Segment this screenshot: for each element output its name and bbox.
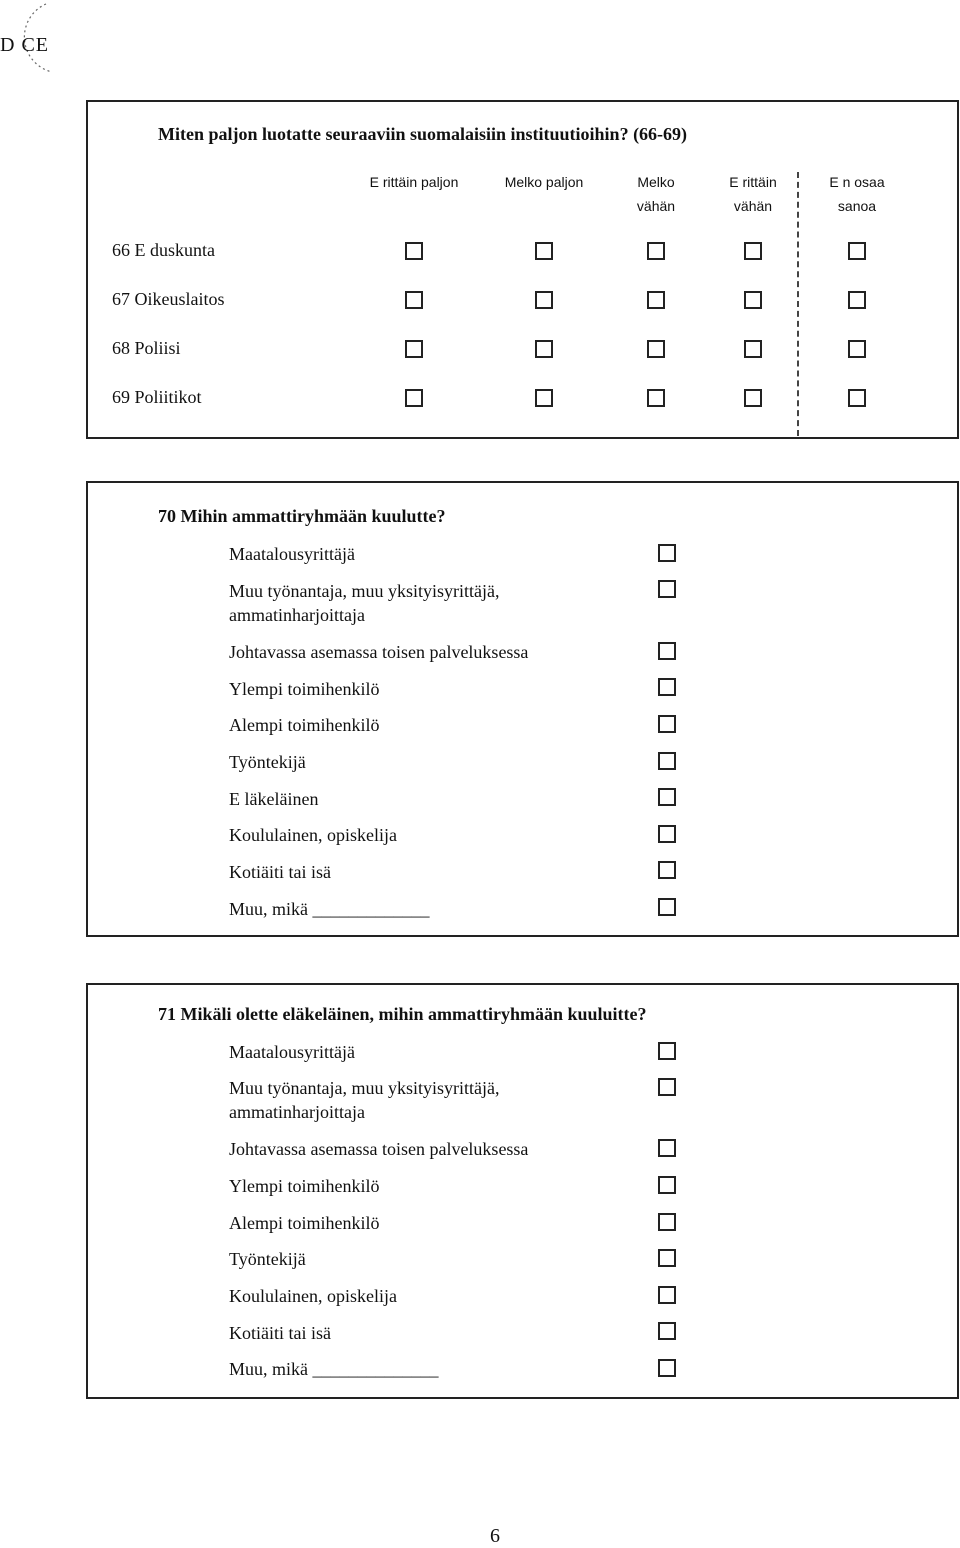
retired-option-label: Johtavassa asemassa toisen palveluksessa [229, 1139, 529, 1159]
checkbox-69-1[interactable] [405, 389, 423, 407]
retired-checkbox[interactable] [658, 1042, 676, 1060]
checkbox-66-4[interactable] [744, 242, 762, 260]
retired-option-label: Muu, mikä ______________ [229, 1359, 439, 1379]
occupation-option-label: E läkeläinen [229, 789, 319, 809]
occupation-checkbox[interactable] [658, 825, 676, 843]
checkbox-67-5[interactable] [848, 291, 866, 309]
checkbox-69-4[interactable] [744, 389, 762, 407]
occupation-question: 70 Mihin ammattiryhmään kuulutte? [158, 506, 446, 526]
checkbox-69-5[interactable] [848, 389, 866, 407]
occupation-option-label: ammatinharjoittaja [229, 605, 365, 625]
logo-text: D CE [0, 34, 49, 56]
col-header-4: E rittäin vähän [729, 174, 777, 214]
occupation-option-label: Koululainen, opiskelija [229, 825, 397, 845]
retired-checkbox[interactable] [658, 1359, 676, 1377]
retired-question: 71 Mikäli olette eläkeläinen, mihin ammattiryhmään kuuluitte? [158, 1004, 647, 1024]
col-header-1: E rittäin paljon [369, 174, 459, 190]
checkbox-68-3[interactable] [647, 340, 665, 358]
checkbox-67-4[interactable] [744, 291, 762, 309]
occupation-option-label: Johtavassa asemassa toisen palveluksessa [229, 642, 529, 662]
checkbox-68-4[interactable] [744, 340, 762, 358]
retired-option-label: ammatinharjoittaja [229, 1102, 365, 1122]
occupation-option-label: Ylempi toimihenkilö [229, 679, 380, 699]
row-label-poliitikot: 69 Poliitikot [112, 387, 202, 407]
retired-option-label: Ylempi toimihenkilö [229, 1176, 380, 1196]
occupation-option-label: Alempi toimihenkilö [229, 715, 380, 735]
col-header-2: Melko paljon [504, 174, 584, 190]
retired-checkbox[interactable] [658, 1286, 676, 1304]
page-number: 6 [490, 1525, 500, 1547]
retired-checkbox[interactable] [658, 1249, 676, 1267]
retired-option-label: Muu työnantaja, muu yksityisyrittäjä, [229, 1078, 500, 1098]
retired-checkbox[interactable] [658, 1213, 676, 1231]
checkbox-68-2[interactable] [535, 340, 553, 358]
occupation-checkbox[interactable] [658, 898, 676, 916]
occupation-option-label: Muu, mikä _____________ [229, 899, 430, 919]
retired-checkbox[interactable] [658, 1322, 676, 1340]
dice-logo [0, 0, 60, 76]
checkbox-66-3[interactable] [647, 242, 665, 260]
col-header-5: E n osaa sanoa [829, 174, 885, 214]
retired-checkbox[interactable] [658, 1176, 676, 1194]
row-label-oikeuslaitos: 67 Oikeuslaitos [112, 289, 225, 309]
checkbox-67-2[interactable] [535, 291, 553, 309]
checkbox-69-2[interactable] [535, 389, 553, 407]
checkbox-66-2[interactable] [535, 242, 553, 260]
occupation-checkbox[interactable] [658, 580, 676, 598]
retired-option-label: Maatalousyrittäjä [229, 1042, 355, 1062]
occupation-option-label: Muu työnantaja, muu yksityisyrittäjä, [229, 581, 500, 601]
retired-option-label: Kotiäiti tai isä [229, 1323, 331, 1343]
checkbox-66-5[interactable] [848, 242, 866, 260]
retired-option-label: Alempi toimihenkilö [229, 1213, 380, 1233]
occupation-checkbox[interactable] [658, 861, 676, 879]
checkbox-67-1[interactable] [405, 291, 423, 309]
occupation-question-box [86, 481, 959, 937]
occupation-option-label: Maatalousyrittäjä [229, 544, 355, 564]
col-header-3: Melko vähän [636, 174, 676, 214]
occupation-checkbox[interactable] [658, 788, 676, 806]
occupation-checkbox[interactable] [658, 678, 676, 696]
retired-option-label: Työntekijä [229, 1249, 306, 1269]
trust-question-box [86, 100, 959, 439]
occupation-option-label: Kotiäiti tai isä [229, 862, 331, 882]
occupation-checkbox[interactable] [658, 752, 676, 770]
checkbox-68-5[interactable] [848, 340, 866, 358]
checkbox-66-1[interactable] [405, 242, 423, 260]
occupation-option-label: Työntekijä [229, 752, 306, 772]
checkbox-69-3[interactable] [647, 389, 665, 407]
retired-question-box [86, 983, 959, 1399]
trust-question: Miten paljon luotatte seuraaviin suomalaisiin instituutioihin? (66-69) [158, 124, 688, 144]
retired-option-label: Koululainen, opiskelija [229, 1286, 397, 1306]
row-label-eduskunta: 66 E duskunta [112, 240, 215, 260]
occupation-checkbox[interactable] [658, 715, 676, 733]
row-label-poliisi: 68 Poliisi [112, 338, 181, 358]
retired-checkbox[interactable] [658, 1078, 676, 1096]
occupation-checkbox[interactable] [658, 642, 676, 660]
retired-checkbox[interactable] [658, 1139, 676, 1157]
checkbox-68-1[interactable] [405, 340, 423, 358]
checkbox-67-3[interactable] [647, 291, 665, 309]
separator-dashed-line [797, 172, 799, 436]
occupation-checkbox[interactable] [658, 544, 676, 562]
